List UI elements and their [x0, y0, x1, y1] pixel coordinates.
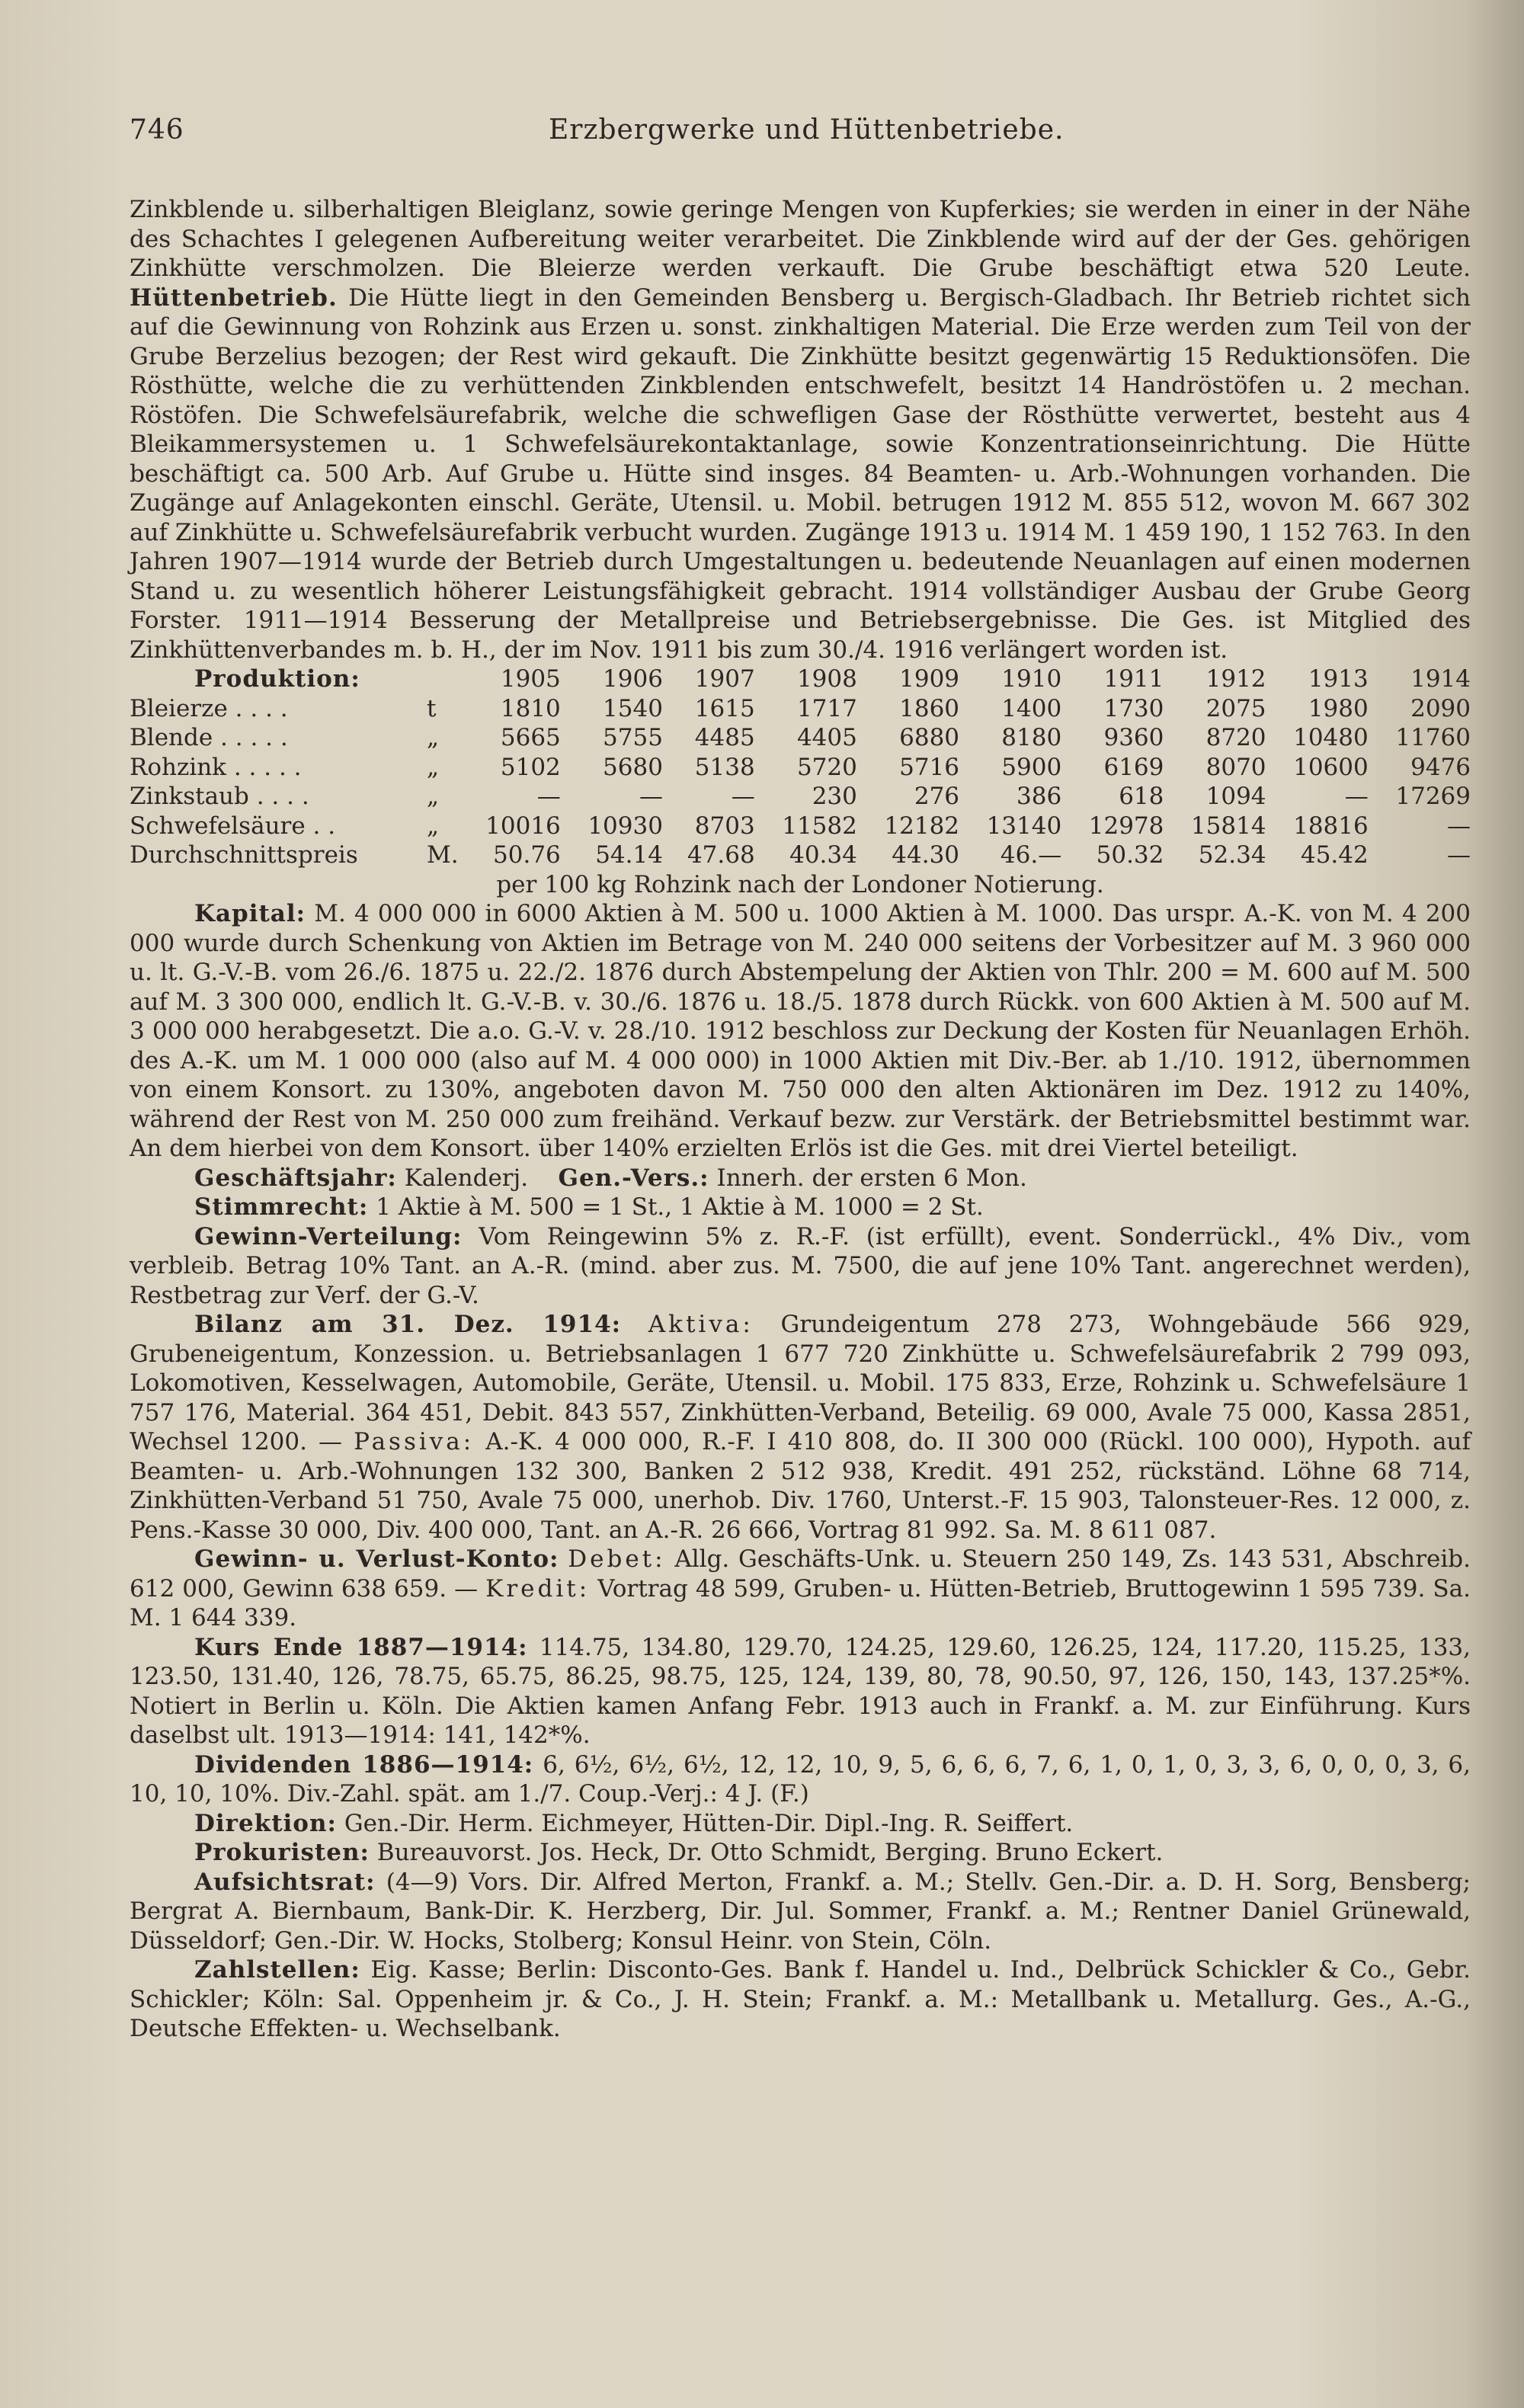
kurs-section	[130, 1633, 1471, 1750]
zahlstellen-label: Zahlstellen:	[194, 1956, 360, 1984]
value-cell: —	[536, 783, 561, 810]
row-label: Rohzink . . . . .	[130, 753, 302, 781]
kapital-section	[130, 899, 1471, 1164]
kredit-text: Vortrag 48 599, Gruben- u. Hütten-Betrieb, Bruttogewinn 1 595 739. Sa. M. 1 644 339.	[130, 1574, 1471, 1631]
geschaeftsjahr-text: Kalenderj.	[404, 1164, 529, 1192]
value-cell: 11582	[782, 812, 857, 840]
production-header-row	[130, 664, 1471, 694]
value-cell: 5102	[500, 753, 561, 781]
production-note: per 100 kg Rohzink nach der Londoner Notierung.	[496, 870, 1104, 898]
value-cell: 1860	[899, 694, 960, 722]
kapital-text: M. 4 000 000 in 6000 Aktien à M. 500 u. 1000 Aktien à M. 1000. Das urspr. A.-K. von M. 4 200 000 wurde durch Schenkung von Aktien im Betrage von M. 240 000 seitens der Vorbesitzer auf M. 3 960 000 u. lt. G.-V.-B. vom 26./6. 1875 u. 22./2. 1876 durch Abstempelung der Aktien von Thlr. 200 = M. 600 auf M. 500 auf M. 3 300 000, endlich lt. G.-V.-B. v. 30./6. 1876 u. 18./5. 1878 durch Rückk. von 600 Aktien à M. 500 auf M. 3 000 000 herabgesetzt. Die a.o. G.-V. v. 28./10. 1912 beschloss zur Deckung der Kosten für Neuanlagen Erhöh. des A.-K. um M. 1 000 000 (also auf M. 4 000 000) in 1000 Aktien mit Div.-Ber. ab 1./10. 1912, übernommen von einem Konsort. zu 130%, angeboten davon M. 750 000 den alten Aktionären im Dez. 1912 zu 140%, während der Rest von M. 250 000 zum freihänd. Verkauf bezw. zur Verstärk. der Betriebsmittel bestimmt war. An dem hierbei von dem Konsort. über 140% erzielten Erlös ist die Ges. mit drei Viertel beteiligt.	[130, 900, 1471, 1162]
value-cell: 52.34	[1198, 841, 1266, 869]
production-table	[130, 664, 1471, 870]
kurs-text: 114.75, 134.80, 129.70, 124.25, 129.60, 126.25, 124, 117.20, 115.25, 133, 123.50, 131.40, 126, 78.75, 65.75, 86.25, 98.75, 125, 124, 139, 80, 78, 90.50, 97, 126, 150, 143, 137.25*%. Notiert in Berlin u. Köln. Die Aktien kamen Anfang Febr. 1913 auch in Frankf. a. M. zur Einführung. Kurs daselbst ult. 1913—1914: 141, 142*%.	[130, 1633, 1471, 1749]
stimmrecht-section	[130, 1193, 1471, 1222]
value-cell: 47.68	[687, 841, 755, 869]
value-cell: —	[1447, 841, 1471, 869]
row-unit: t	[427, 694, 437, 722]
zahlstellen-section	[130, 1955, 1471, 2044]
value-cell: 6169	[1103, 753, 1164, 781]
debet-text: Allg. Geschäfts-Unk. u. Steuern 250 149, Zs. 143 531, Abschreib. 612 000, Gewinn 638 659. —	[130, 1545, 1471, 1603]
value-cell: 1810	[500, 694, 561, 722]
value-cell: 8720	[1205, 724, 1266, 751]
value-cell: 2075	[1205, 694, 1266, 722]
dividenden-section	[130, 1750, 1471, 1809]
row-label: Zinkstaub . . . .	[130, 783, 309, 810]
row-unit: „	[427, 812, 440, 840]
year-cell: 1913	[1308, 665, 1369, 693]
production-heading: Produktion:	[194, 665, 360, 693]
table-row	[130, 782, 1471, 812]
value-cell: 12978	[1088, 812, 1164, 840]
row-label: Durchschnittspreis	[130, 841, 358, 869]
value-cell: 10016	[485, 812, 561, 840]
value-cell: 9476	[1410, 753, 1471, 781]
value-cell: —	[639, 783, 663, 810]
value-cell: —	[1447, 812, 1471, 840]
direktion-section	[130, 1809, 1471, 1839]
value-cell: 10600	[1293, 753, 1369, 781]
value-cell: 15814	[1190, 812, 1266, 840]
prokuristen-text: Bureauvorst. Jos. Heck, Dr. Otto Schmidt, Berging. Bruno Eckert.	[376, 1839, 1164, 1866]
page-number: 746	[130, 114, 184, 146]
zahlstellen-text: Eig. Kasse; Berlin: Disconto-Ges. Bank f. Handel u. Ind., Delbrück Schickler & Co., Gebr. Schickler; Köln: Sal. Oppenheim jr. & Co., J. H. Stein; Frankf. a. M.: Metallbank u. Metallurg. Ges., A.-G., Deutsche Effekten- u. Wechselbank.	[130, 1956, 1471, 2042]
value-cell: 8703	[694, 812, 755, 840]
value-cell: 45.42	[1300, 841, 1369, 869]
value-cell: —	[1344, 783, 1369, 810]
geschaeftsjahr-label: Geschäftsjahr:	[194, 1164, 397, 1192]
row-label: Schwefelsäure . .	[130, 812, 336, 840]
row-label: Bleierze . . . .	[130, 694, 288, 722]
intro-paragraph	[130, 195, 1471, 664]
value-cell: 5716	[899, 753, 960, 781]
value-cell: 4405	[796, 724, 857, 751]
row-unit: „	[427, 753, 440, 781]
dividenden-label: Dividenden 1886—1914:	[194, 1750, 534, 1779]
row-unit: M.	[427, 841, 459, 869]
year-cell: 1906	[603, 665, 663, 693]
year-cell: 1914	[1410, 665, 1471, 693]
value-cell: 46.—	[1000, 841, 1062, 869]
value-cell: 13140	[986, 812, 1062, 840]
direktion-text: Gen.-Dir. Herm. Eichmeyer, Hütten-Dir. Dipl.-Ing. R. Seiffert.	[344, 1809, 1074, 1837]
kapital-label: Kapital:	[194, 900, 306, 927]
value-cell: 2090	[1410, 694, 1471, 722]
value-cell: 230	[812, 783, 857, 810]
row-unit: „	[427, 783, 440, 810]
value-cell: 10930	[588, 812, 663, 840]
bilanz-label: Bilanz am 31. Dez. 1914:	[194, 1311, 622, 1338]
value-cell: 618	[1119, 783, 1164, 810]
value-cell: 276	[914, 783, 960, 810]
kredit-label: Kredit:	[485, 1574, 591, 1603]
intro-text-a: Zinkblende u. silberhaltigen Bleiglanz, sowie geringe Mengen von Kupferkies; sie werden in einer in der Nähe des Schachtes I gelegenen Aufbereitung weiter verarbeitet. Die Zinkblende wird auf der der Ges. gehörigen Zinkhütte verschmolzen. Die Bleierze werden verkauft. Die Grube beschäftigt etwa 520 Leute.	[130, 196, 1471, 282]
prokuristen-label: Prokuristen:	[194, 1839, 370, 1866]
value-cell: 44.30	[892, 841, 960, 869]
value-cell: 11760	[1395, 724, 1471, 751]
year-cell: 1905	[500, 665, 561, 693]
dividenden-text: 6, 6½, 6½, 6½, 12, 12, 10, 9, 5, 6, 6, 6, 7, 6, 1, 0, 1, 0, 3, 3, 6, 0, 0, 0, 3, 6, 10, 10, 10%. Div.-Zahl. spät. am 1./7. Coup.-Verj.: 4 J. (F.)	[130, 1750, 1471, 1808]
table-row	[130, 723, 1471, 753]
aufsichtsrat-label: Aufsichtsrat:	[194, 1868, 376, 1896]
text-block	[130, 195, 1471, 2044]
running-title: Erzbergwerke und Hüttenbetriebe.	[549, 114, 1065, 146]
value-cell: 9360	[1103, 724, 1164, 751]
direktion-label: Direktion:	[194, 1809, 337, 1837]
row-label: Blende . . . . .	[130, 724, 288, 751]
table-row	[130, 753, 1471, 783]
kurs-label: Kurs Ende 1887—1914:	[194, 1633, 528, 1661]
stimmrecht-text: 1 Aktie à M. 500 = 1 St., 1 Aktie à M. 1000 = 2 St.	[376, 1193, 984, 1221]
year-cell: 1908	[796, 665, 857, 693]
row-unit: „	[427, 724, 440, 751]
value-cell: 1717	[796, 694, 857, 722]
page-header	[130, 107, 1471, 160]
aufsichtsrat-section	[130, 1868, 1471, 1956]
value-cell: 4485	[694, 724, 755, 751]
value-cell: 5665	[500, 724, 561, 751]
value-cell: 54.14	[595, 841, 663, 869]
gewinn-verlust-section	[130, 1545, 1471, 1633]
gewinn-verteilung-label: Gewinn-Verteilung:	[194, 1222, 463, 1250]
value-cell: 40.34	[789, 841, 857, 869]
gen-vers-text: Innerh. der ersten 6 Mon.	[716, 1164, 1027, 1192]
value-cell: 12182	[884, 812, 960, 840]
year-cell: 1909	[899, 665, 960, 693]
geschaeftsjahr-section	[130, 1164, 1471, 1193]
value-cell: 386	[1017, 783, 1062, 810]
year-cell: 1911	[1103, 665, 1164, 693]
stimmrecht-label: Stimmrecht:	[194, 1193, 369, 1221]
value-cell: —	[731, 783, 755, 810]
aktiva-label: Aktiva:	[648, 1311, 754, 1338]
value-cell: 5680	[603, 753, 663, 781]
huettenbetrieb-heading: Hüttenbetrieb.	[130, 283, 338, 312]
intro-text-b: Die Hütte liegt in den Gemeinden Bensberg u. Bergisch-Gladbach. Ihr Betrieb richtet sich auf die Gewinnung von Rohzink aus Erzen u. sonst. zinkhaltigen Material. Die Erze werden zum Teil von der Grube Berzelius bezogen; der Rest wird gekauft. Die Zinkhütte besitzt gegenwärtig 15 Reduktionsöfen. Die Rösthütte, welche die zu verhüttenden Zinkblenden entschwefelt, besitzt 14 Handröstöfen u. 2 mechan. Röstöfen. Die Schwefelsäurefabrik, welche die schwefligen Gase der Rösthütte verwertet, besteht aus 4 Bleikammersystemen u. 1 Schwefelsäurekontaktanlage, sowie Konzentrationseinrichtung. Die Hütte beschäftigt ca. 500 Arb. Auf Grube u. Hütte sind insges. 84 Beamten- u. Arb.-Wohnungen vorhanden. Die Zugänge auf Anlagekonten einschl. Geräte, Utensil. u. Mobil. betrugen 1912 M. 855 512, wovon M. 667 302 auf Zinkhütte u. Schwefelsäurefabrik verbucht wurden. Zugänge 1913 u. 1914 M. 1 459 190, 1 152 763. In den Jahren 1907—1914 wurde der Betrieb durch Umgestaltungen u. bedeutende Neuanlagen auf einen modernen Stand u. zu wesentlich höherer Leistungsfähigkeit gebracht. 1914 vollständiger Ausbau der Grube Georg Forster. 1911—1914 Besserung der Metallpreise und Betriebsergebnisse. Die Ges. ist Mitglied des Zinkhüttenverbandes m. b. H., der im Nov. 1911 bis zum 30./4. 1916 verlängert worden ist.	[130, 283, 1471, 664]
value-cell: 50.76	[493, 841, 561, 869]
value-cell: 10480	[1293, 724, 1369, 751]
value-cell: 17269	[1395, 783, 1471, 810]
value-cell: 50.32	[1096, 841, 1164, 869]
value-cell: 1730	[1103, 694, 1164, 722]
value-cell: 1400	[1001, 694, 1062, 722]
gewinn-verteilung-text: Vom Reingewinn 5% z. R.-F. (ist erfüllt), event. Sonderrückl., 4% Div., vom verbleib. Betrag 10% Tant. an A.-R. (mind. aber zus. M. 7500, die auf jene 10% Tant. angerechnet werden), Restbetrag zur Verf. der G.-V.	[130, 1222, 1471, 1309]
gewinn-verteilung-section	[130, 1222, 1471, 1311]
value-cell: 1615	[694, 694, 755, 722]
value-cell: 5138	[694, 753, 755, 781]
value-cell: 8070	[1205, 753, 1266, 781]
bilanz-section	[130, 1310, 1471, 1545]
prokuristen-section	[130, 1838, 1471, 1868]
table-row	[130, 841, 1471, 870]
value-cell: 18816	[1293, 812, 1369, 840]
table-row	[130, 694, 1471, 724]
value-cell: 8180	[1001, 724, 1062, 751]
value-cell: 5900	[1001, 753, 1062, 781]
value-cell: 1980	[1308, 694, 1369, 722]
passiva-label: Passiva:	[354, 1428, 475, 1455]
debet-label: Debet:	[568, 1545, 666, 1573]
value-cell: 5755	[603, 724, 663, 751]
table-row	[130, 812, 1471, 841]
year-cell: 1907	[694, 665, 755, 693]
aufsichtsrat-text: (4—9) Vors. Dir. Alfred Merton, Frankf. a. M.; Stellv. Gen.-Dir. a. D. H. Sorg, Bensberg; Bergrat A. Biernbaum, Bank-Dir. K. Herzberg, Dir. Jul. Sommer, Frankf. a. M.; Rentner Daniel Grünewald, Düsseldorf; Gen.-Dir. W. Hocks, Stolberg; Konsul Heinr. von Stein, Cöln.	[130, 1868, 1471, 1955]
passiva-text: A.-K. 4 000 000, R.-F. I 410 808, do. II 300 000 (Rückl. 100 000), Hypoth. auf Beamten- u. Arb.-Wohnungen 132 300, Banken 2 512 938, Kredit. 491 252, rückständ. Löhne 68 714, Zinkhütten-Verband 51 750, Avale 75 000, unerhob. Div. 1760, Unterst.-F. 15 903, Talonsteuer-Res. 12 000, z. Pens.-Kasse 30 000, Div. 400 000, Tant. an A.-R. 26 666, Vortrag 81 992. Sa. M. 8 611 087.	[130, 1428, 1471, 1544]
gen-vers-label: Gen.-Vers.:	[558, 1164, 709, 1192]
value-cell: 1094	[1205, 783, 1266, 810]
value-cell: 1540	[603, 694, 663, 722]
value-cell: 6880	[899, 724, 960, 751]
gewinn-verlust-label: Gewinn- u. Verlust-Konto:	[194, 1545, 559, 1573]
year-cell: 1912	[1205, 665, 1266, 693]
value-cell: 5720	[796, 753, 857, 781]
aktiva-text: Grundeigentum 278 273, Wohngebäude 566 929, Grubeneigentum, Konzession. u. Betriebsanlagen 1 677 720 Zinkhütte u. Schwefelsäurefabrik 2 799 093, Lokomotiven, Kesselwagen, Automobile, Geräte, Utensil. u. Mobil. 175 833, Erze, Rohzink u. Schwefelsäure 1 757 176, Material. 364 451, Debit. 843 557, Zinkhütten-Verband, Beteilig. 69 000, Avale 75 000, Kassa 2851, Wechsel 1200. —	[130, 1311, 1471, 1455]
year-cell: 1910	[1001, 665, 1062, 693]
